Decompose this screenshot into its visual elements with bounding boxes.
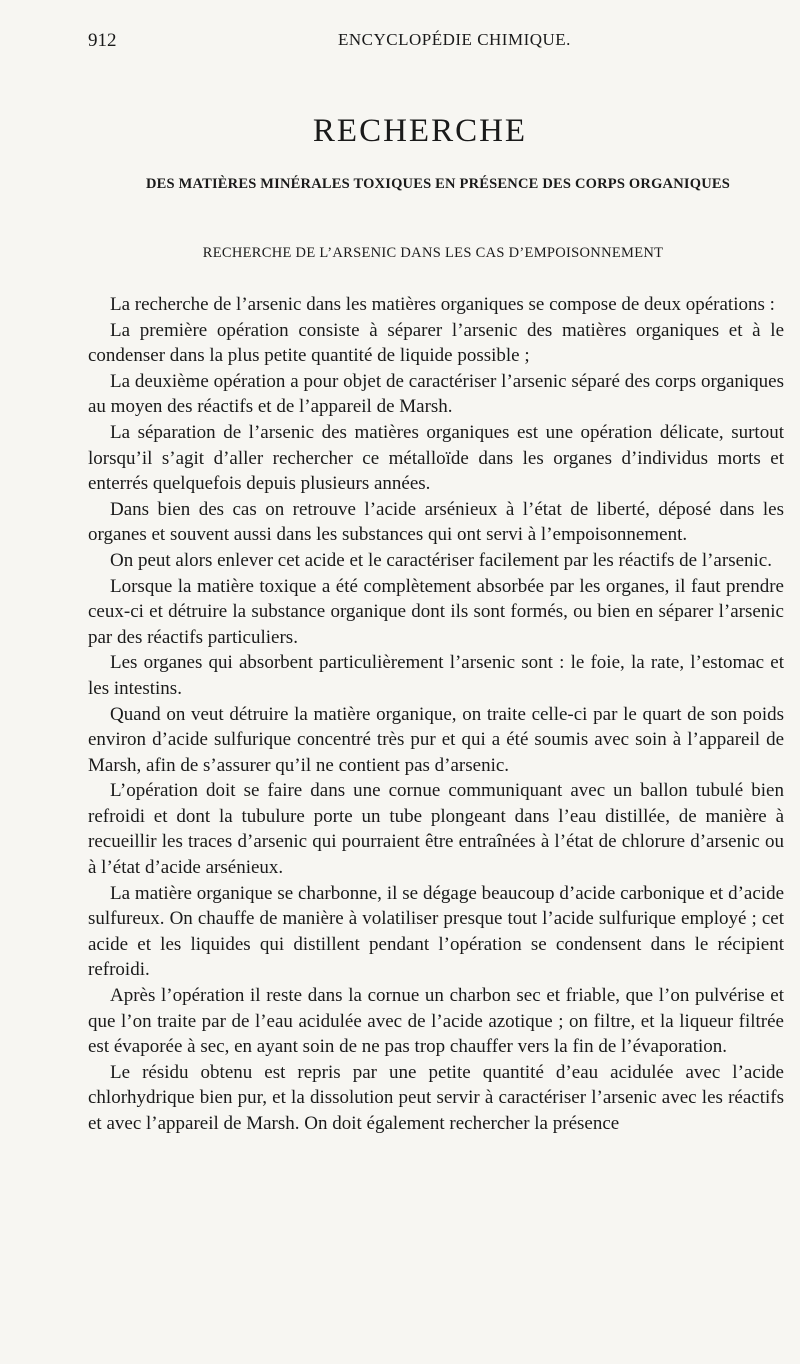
paragraph: La séparation de l’arsenic des matières organiques est une opération délicate, surtout lorsqu’il s’agit d’aller rechercher ce métalloïde dans les organes d’individus morts et enterrés quelquefois depuis plusieurs années.	[88, 421, 784, 495]
paragraph: On peut alors enlever cet acide et le caractériser facilement par les réactifs de l’arsenic.	[110, 549, 772, 571]
running-head	[88, 30, 770, 54]
paragraph: La recherche de l’arsenic dans les matières organiques se compose de deux opérations :	[110, 294, 775, 315]
subtitle: DES MATIÈRES MINÉRALES TOXIQUES EN PRÉSENCE DES CORPS ORGANIQUES	[145, 176, 731, 192]
paragraph: La deuxième opération a pour objet de caractériser l’arsenic séparé des corps organiques au moyen des réactifs et de l’appareil de Marsh.	[88, 370, 784, 418]
paragraph: La matière organique se charbonne, il se dégage beaucoup d’acide carbonique et d’acide sulfureux. On chauffe de manière à volatiliser presque tout l’acide sulfurique employé ; cet acide et les liquides qui distillent pendant l’opération se condensent dans le récipient refroidi.	[88, 882, 784, 981]
page-number: 912	[88, 30, 117, 51]
paragraph: Dans bien des cas on retrouve l’acide arsénieux à l’état de liberté, déposé dans les organes et souvent aussi dans les substances qui ont servi à l’empoisonnement.	[88, 498, 784, 546]
paragraph: Les organes qui absorbent particulièrement l’arsenic sont : le foie, la rate, l’estomac et les intestins.	[88, 652, 784, 699]
running-title: ENCYCLOPÉDIE CHIMIQUE.	[338, 30, 571, 49]
paragraph: Lorsque la matière toxique a été complètement absorbée par les organes, il faut prendre ceux-ci et détruire la substance organique dont ils sont formés, ou bien en séparer l’arsenic par des réactifs particuliers.	[88, 575, 784, 648]
paragraph: La première opération consiste à séparer l’arsenic des matières organiques et à le condenser dans la plus petite quantité de liquide possible ;	[88, 319, 784, 367]
section-heading: RECHERCHE DE L’ARSENIC DANS LES CAS D’EMPOISONNEMENT	[202, 245, 664, 261]
main-title: RECHERCHE	[312, 113, 528, 149]
body-text	[88, 292, 784, 1137]
paragraph: Après l’opération il reste dans la cornue un charbon sec et friable, que l’on pulvérise et que l’on traite par de l’eau acidulée avec de l’acide azotique ; on filtre, et la liqueur filtrée est évaporée à sec, en ayant soin de ne pas trop chauffer vers la fin de l’évaporation.	[88, 985, 784, 1058]
paragraph: Le résidu obtenu est repris par une petite quantité d’eau acidulée avec l’acide chlorhydrique bien pur, et la dissolution peut servir à caractériser l’arsenic avec les réactifs et avec l’appareil de Marsh. On doit également rechercher la présence	[88, 1061, 784, 1134]
paragraph: Quand on veut détruire la matière organique, on traite celle-ci par le quart de son poids environ d’acide sulfurique concentré très pur et qui a été soumis avec soin à l’appareil de Marsh, afin de s’assurer qu’il ne contient pas d’arsenic.	[88, 703, 784, 776]
paragraph: L’opération doit se faire dans une cornue communiquant avec un ballon tubulé bien refroidi et dont la tubulure porte un tube plongeant dans l’eau distillée, de manière à recueillir les traces d’arsenic qui pourraient être entraînées à l’état de chlorure d’arsenic ou à l’état d’acide arsénieux.	[88, 780, 784, 879]
